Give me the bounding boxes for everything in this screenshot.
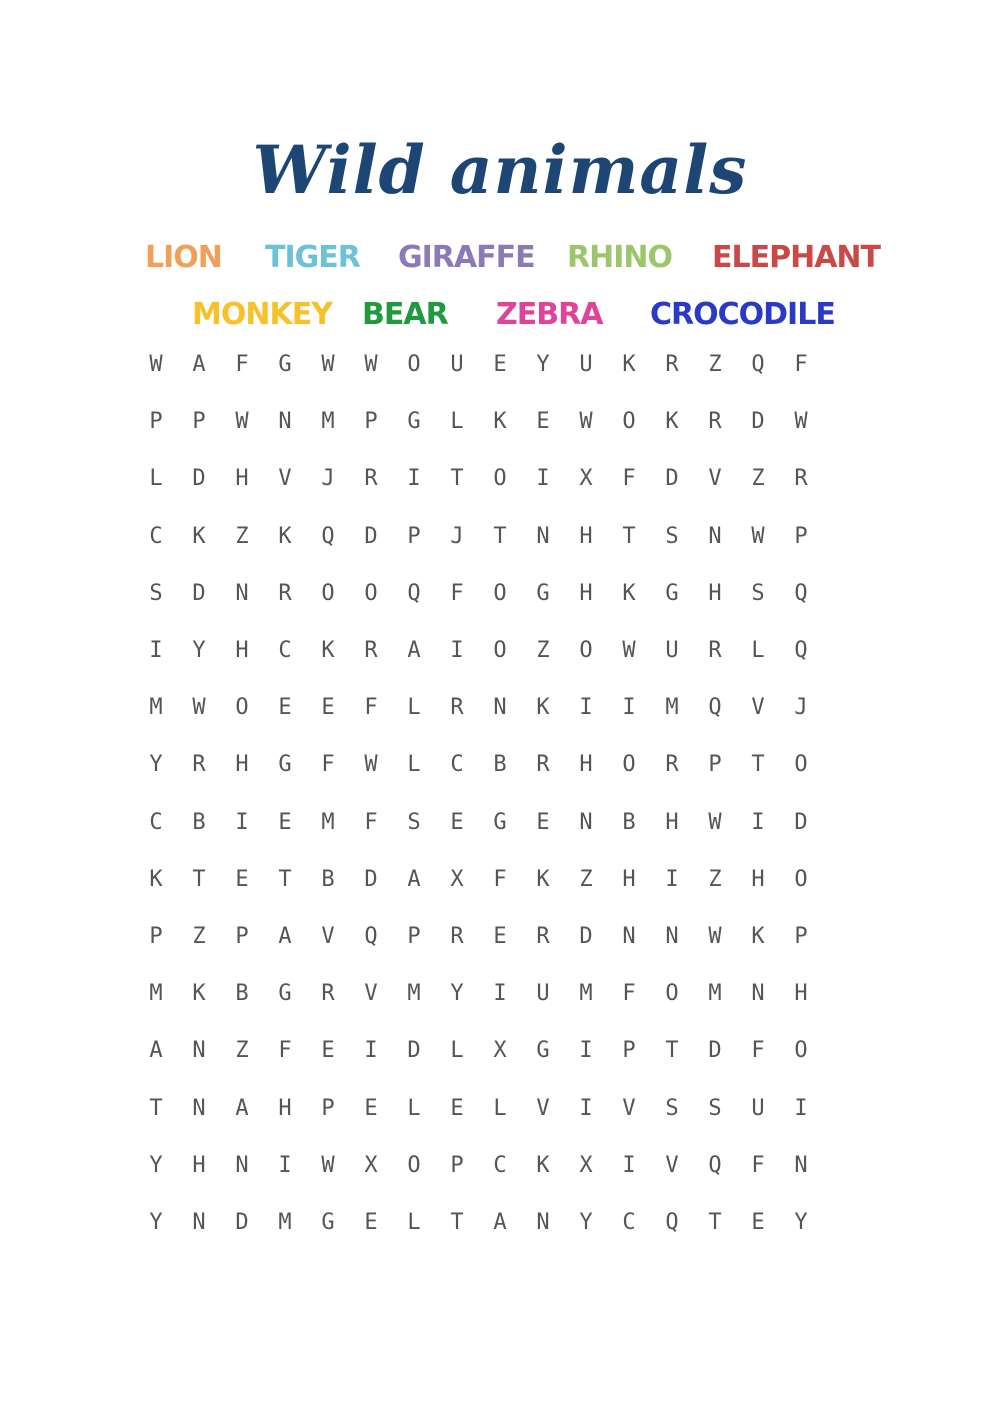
- grid-letter: Z: [536, 638, 550, 663]
- grid-letter: Q: [708, 1152, 722, 1178]
- grid-letter: N: [536, 1210, 550, 1235]
- grid-letter: F: [751, 1038, 765, 1064]
- word-zebra: ZEBRA: [496, 297, 603, 332]
- grid-letter: U: [536, 981, 550, 1007]
- grid-letter: M: [407, 981, 421, 1007]
- grid-letter: L: [407, 752, 421, 778]
- grid-letter: U: [751, 1095, 765, 1121]
- grid-letter: Z: [235, 1038, 249, 1064]
- grid-letter: F: [794, 352, 808, 377]
- grid-letter: D: [579, 924, 593, 949]
- grid-letter: I: [493, 981, 507, 1007]
- grid-letter: E: [450, 809, 464, 835]
- grid-letter: B: [321, 866, 335, 892]
- grid-letter: I: [751, 809, 765, 835]
- grid-letter: D: [364, 866, 378, 892]
- grid-letter: D: [665, 466, 679, 492]
- grid-letter: V: [708, 466, 722, 492]
- grid-letter: S: [751, 580, 765, 606]
- grid-letter: H: [235, 638, 249, 663]
- grid-letter: O: [579, 638, 593, 663]
- grid-letter: M: [321, 409, 335, 435]
- grid-letter: F: [364, 695, 378, 721]
- grid-letter: F: [751, 1152, 765, 1178]
- grid-letter: P: [149, 924, 163, 949]
- grid-letter: G: [278, 752, 292, 778]
- grid-letter: Y: [450, 981, 464, 1007]
- grid-letter: N: [622, 924, 636, 949]
- grid-letter: N: [192, 1038, 206, 1064]
- word-monkey: MONKEY: [192, 297, 332, 332]
- grid-letter: E: [278, 809, 292, 835]
- grid-letter: E: [751, 1210, 765, 1235]
- grid-letter: O: [493, 580, 507, 606]
- grid-letter: Y: [579, 1210, 593, 1235]
- grid-letter: K: [622, 580, 636, 606]
- grid-letter: Z: [192, 924, 206, 949]
- grid-letter: Q: [708, 695, 722, 721]
- grid-letter: D: [192, 580, 206, 606]
- grid-letter: I: [536, 466, 550, 492]
- grid-letter: K: [536, 866, 550, 892]
- grid-letter: L: [407, 1095, 421, 1121]
- grid-letter: S: [665, 1095, 679, 1121]
- grid-letter: I: [579, 1038, 593, 1064]
- grid-letter: H: [622, 866, 636, 892]
- grid-letter: U: [665, 638, 679, 663]
- grid-letter: Y: [149, 752, 163, 778]
- grid-letter: R: [665, 752, 679, 778]
- grid-letter: K: [278, 523, 292, 549]
- grid-letter: N: [665, 924, 679, 949]
- grid-letter: R: [278, 580, 292, 606]
- grid-letter: I: [579, 695, 593, 721]
- grid-letter: P: [708, 752, 722, 778]
- grid-letter: K: [622, 352, 636, 377]
- grid-letter: D: [708, 1038, 722, 1064]
- grid-letter: C: [450, 752, 464, 778]
- grid-letter: O: [493, 638, 507, 663]
- grid-letter: H: [794, 981, 808, 1007]
- grid-letter: R: [192, 752, 206, 778]
- grid-letter: O: [794, 1038, 808, 1064]
- grid-letter: H: [235, 752, 249, 778]
- grid-letter: P: [794, 924, 808, 949]
- grid-letter: X: [579, 466, 593, 492]
- grid-letter: U: [579, 352, 593, 377]
- grid-letter: G: [278, 981, 292, 1007]
- grid-letter: K: [751, 924, 765, 949]
- grid-letter: R: [536, 752, 550, 778]
- grid-letter: Q: [321, 523, 335, 549]
- grid-letter: B: [493, 752, 507, 778]
- grid-letter: O: [407, 352, 421, 377]
- grid-letter: G: [407, 409, 421, 435]
- grid-letter: Q: [364, 924, 378, 949]
- grid-letter: A: [278, 924, 292, 949]
- grid-letter: F: [364, 809, 378, 835]
- word-rhino: RHINO: [567, 240, 672, 275]
- grid-letter: N: [235, 1152, 249, 1178]
- word-crocodile: CROCODILE: [650, 297, 835, 332]
- grid-letter: Q: [751, 352, 765, 377]
- grid-letter: O: [794, 752, 808, 778]
- grid-letter: G: [536, 1038, 550, 1064]
- grid-letter: K: [493, 409, 507, 435]
- grid-letter: A: [235, 1095, 249, 1121]
- grid-letter: B: [192, 809, 206, 835]
- grid-letter: O: [321, 580, 335, 606]
- grid-letter: N: [192, 1095, 206, 1121]
- grid-letter: V: [321, 924, 335, 949]
- grid-letter: W: [364, 352, 378, 377]
- grid-letter: O: [364, 580, 378, 606]
- grid-letter: N: [493, 695, 507, 721]
- grid-letter: T: [450, 1210, 464, 1235]
- grid-letter: E: [364, 1210, 378, 1235]
- grid-letter: N: [794, 1152, 808, 1178]
- grid-letter: Y: [149, 1152, 163, 1178]
- grid-letter: X: [493, 1038, 507, 1064]
- grid-letter: J: [321, 466, 335, 492]
- grid-letter: E: [493, 924, 507, 949]
- grid-letter: I: [450, 638, 464, 663]
- grid-letter: W: [579, 409, 593, 435]
- grid-letter: W: [751, 523, 765, 549]
- grid-letter: S: [665, 523, 679, 549]
- grid-letter: D: [192, 466, 206, 492]
- grid-letter: D: [751, 409, 765, 435]
- grid-letter: V: [364, 981, 378, 1007]
- grid-letter: B: [622, 809, 636, 835]
- grid-letter: I: [622, 695, 636, 721]
- grid-letter: A: [149, 1038, 163, 1064]
- grid-letter: R: [450, 695, 464, 721]
- grid-letter: O: [235, 695, 249, 721]
- grid-letter: X: [364, 1152, 378, 1178]
- grid-letter: H: [751, 866, 765, 892]
- grid-letter: V: [751, 695, 765, 721]
- grid-letter: G: [493, 809, 507, 835]
- grid-letter: V: [536, 1095, 550, 1121]
- grid-letter: R: [708, 409, 722, 435]
- word-elephant: ELEPHANT: [712, 240, 880, 275]
- grid-letter: N: [579, 809, 593, 835]
- grid-letter: Q: [665, 1210, 679, 1235]
- grid-letter: Y: [149, 1210, 163, 1235]
- grid-letter: Z: [708, 352, 722, 377]
- grid-letter: L: [407, 1210, 421, 1235]
- grid-letter: Q: [794, 580, 808, 606]
- grid-letter: W: [794, 409, 808, 435]
- grid-letter: L: [407, 695, 421, 721]
- grid-letter: Y: [192, 638, 206, 663]
- grid-letter: I: [407, 466, 421, 492]
- grid-letter: L: [450, 1038, 464, 1064]
- grid-letter: D: [235, 1210, 249, 1235]
- grid-letter: D: [794, 809, 808, 835]
- grid-letter: N: [708, 523, 722, 549]
- grid-letter: W: [622, 638, 636, 663]
- grid-letter: W: [364, 752, 378, 778]
- grid-letter: D: [407, 1038, 421, 1064]
- grid-letter: W: [708, 809, 722, 835]
- grid-letter: R: [364, 638, 378, 663]
- grid-letter: T: [622, 523, 636, 549]
- grid-letter: N: [192, 1210, 206, 1235]
- grid-letter: I: [364, 1038, 378, 1064]
- grid-letter: P: [149, 409, 163, 435]
- word-giraffe: GIRAFFE: [398, 240, 535, 275]
- grid-letter: C: [278, 638, 292, 663]
- grid-letter: X: [579, 1152, 593, 1178]
- grid-letter: G: [278, 352, 292, 377]
- grid-letter: K: [192, 981, 206, 1007]
- grid-letter: N: [278, 409, 292, 435]
- grid-letter: R: [665, 352, 679, 377]
- grid-letter: D: [364, 523, 378, 549]
- grid-letter: W: [192, 695, 206, 721]
- grid-letter: T: [708, 1210, 722, 1235]
- grid-letter: N: [536, 523, 550, 549]
- grid-letter: I: [149, 638, 163, 663]
- grid-letter: J: [450, 523, 464, 549]
- grid-letter: V: [622, 1095, 636, 1121]
- grid-letter: F: [622, 981, 636, 1007]
- grid-letter: J: [794, 695, 808, 721]
- grid-letter: H: [665, 809, 679, 835]
- grid-letter: W: [708, 924, 722, 949]
- grid-letter: O: [794, 866, 808, 892]
- grid-letter: T: [751, 752, 765, 778]
- grid-letter: E: [364, 1095, 378, 1121]
- grid-letter: F: [622, 466, 636, 492]
- grid-letter: E: [278, 695, 292, 721]
- word-bear: BEAR: [362, 297, 448, 332]
- grid-letter: T: [149, 1095, 163, 1121]
- grid-letter: S: [149, 580, 163, 606]
- grid-letter: I: [622, 1152, 636, 1178]
- grid-letter: E: [536, 409, 550, 435]
- grid-letter: P: [450, 1152, 464, 1178]
- grid-letter: O: [622, 752, 636, 778]
- grid-letter: I: [278, 1152, 292, 1178]
- grid-letter: H: [579, 752, 593, 778]
- grid-letter: W: [321, 352, 335, 377]
- grid-letter: L: [493, 1095, 507, 1121]
- grid-letter: Y: [536, 352, 550, 377]
- grid-letter: M: [278, 1210, 292, 1235]
- grid-letter: Q: [407, 580, 421, 606]
- grid-letter: P: [192, 409, 206, 435]
- grid-letter: A: [407, 866, 421, 892]
- grid-letter: B: [235, 981, 249, 1007]
- grid-letter: U: [450, 352, 464, 377]
- grid-letter: P: [407, 924, 421, 949]
- grid-letter: A: [407, 638, 421, 663]
- grid-letter: F: [450, 580, 464, 606]
- grid-letter: R: [536, 924, 550, 949]
- grid-letter: L: [149, 466, 163, 492]
- grid-letter: X: [450, 866, 464, 892]
- grid-letter: G: [665, 580, 679, 606]
- grid-letter: R: [321, 981, 335, 1007]
- grid-letter: O: [665, 981, 679, 1007]
- grid-letter: N: [751, 981, 765, 1007]
- grid-letter: E: [321, 1038, 335, 1064]
- grid-letter: R: [364, 466, 378, 492]
- grid-letter: M: [708, 981, 722, 1007]
- grid-letter: R: [450, 924, 464, 949]
- grid-letter: W: [149, 352, 163, 377]
- grid-letter: N: [235, 580, 249, 606]
- grid-letter: I: [794, 1095, 808, 1121]
- grid-letter: M: [149, 695, 163, 721]
- grid-letter: T: [665, 1038, 679, 1064]
- grid-letter: H: [278, 1095, 292, 1121]
- grid-letter: G: [536, 580, 550, 606]
- grid-letter: R: [794, 466, 808, 492]
- grid-letter: Y: [794, 1210, 808, 1235]
- grid-letter: L: [751, 638, 765, 663]
- grid-letter: Z: [579, 866, 593, 892]
- grid-letter: L: [450, 409, 464, 435]
- grid-letter: G: [321, 1210, 335, 1235]
- grid-letter: P: [794, 523, 808, 549]
- grid-letter: A: [192, 352, 206, 377]
- grid-letter: C: [493, 1152, 507, 1178]
- grid-letter: R: [708, 638, 722, 663]
- grid-letter: T: [278, 866, 292, 892]
- grid-letter: E: [536, 809, 550, 835]
- grid-letter: V: [665, 1152, 679, 1178]
- grid-letter: I: [665, 866, 679, 892]
- grid-letter: C: [149, 523, 163, 549]
- grid-letter: F: [321, 752, 335, 778]
- grid-letter: A: [493, 1210, 507, 1235]
- grid-letter: K: [149, 866, 163, 892]
- grid-letter: O: [622, 409, 636, 435]
- grid-letter: S: [708, 1095, 722, 1121]
- grid-letter: T: [450, 466, 464, 492]
- grid-letter: O: [493, 466, 507, 492]
- grid-letter: H: [235, 466, 249, 492]
- grid-letter: W: [235, 409, 249, 435]
- grid-letter: K: [192, 523, 206, 549]
- grid-letter: K: [536, 1152, 550, 1178]
- grid-letter: W: [321, 1152, 335, 1178]
- grid-letter: H: [192, 1152, 206, 1178]
- grid-letter: P: [364, 409, 378, 435]
- grid-letter: E: [321, 695, 335, 721]
- grid-letter: M: [665, 695, 679, 721]
- grid-letter: Z: [751, 466, 765, 492]
- grid-letter: F: [493, 866, 507, 892]
- grid-letter: P: [321, 1095, 335, 1121]
- grid-letter: H: [579, 523, 593, 549]
- grid-letter: E: [493, 352, 507, 377]
- grid-letter: M: [321, 809, 335, 835]
- grid-letter: H: [579, 580, 593, 606]
- grid-letter: Z: [708, 866, 722, 892]
- grid-letter: I: [235, 809, 249, 835]
- page-title: Wild animals: [252, 131, 748, 209]
- word-lion: LION: [145, 240, 222, 275]
- grid-letter: M: [579, 981, 593, 1007]
- grid-letter: E: [450, 1095, 464, 1121]
- grid-letter: K: [321, 638, 335, 663]
- grid-letter: K: [536, 695, 550, 721]
- grid-letter: E: [235, 866, 249, 892]
- grid-letter: M: [149, 981, 163, 1007]
- grid-letter: K: [665, 409, 679, 435]
- grid-letter: I: [579, 1095, 593, 1121]
- grid-letter: P: [235, 924, 249, 949]
- grid-letter: F: [235, 352, 249, 377]
- grid-letter: T: [493, 523, 507, 549]
- grid-letter: S: [407, 809, 421, 835]
- grid-letter: C: [622, 1210, 636, 1235]
- grid-letter: V: [278, 466, 292, 492]
- word-tiger: TIGER: [265, 240, 360, 275]
- grid-letter: P: [407, 523, 421, 549]
- grid-letter: H: [708, 580, 722, 606]
- grid-letter: Z: [235, 523, 249, 549]
- grid-letter: P: [622, 1038, 636, 1064]
- grid-letter: T: [192, 866, 206, 892]
- grid-letter: F: [278, 1038, 292, 1064]
- grid-letter: C: [149, 809, 163, 835]
- grid-letter: Q: [794, 638, 808, 663]
- grid-letter: O: [407, 1152, 421, 1178]
